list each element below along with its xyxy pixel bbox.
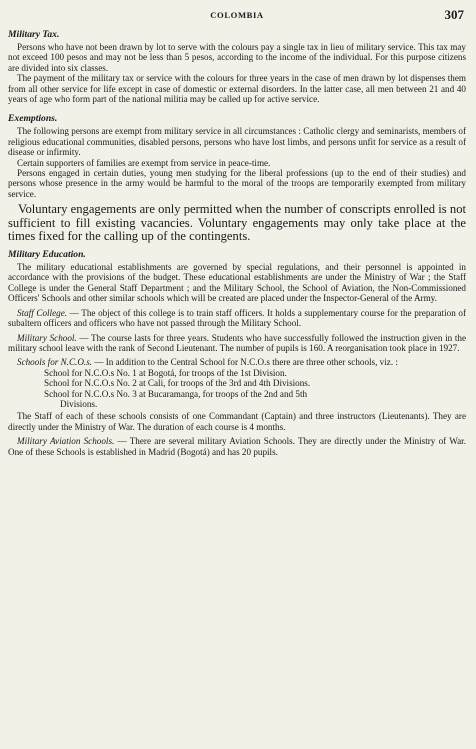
inline-heading-military-school: Military School. xyxy=(17,332,77,343)
staff-college-text: — The object of this college is to train staff officers. It holds a supplementary course for the preparation of subaltern officers and officers who have not passed through the Military School. xyxy=(8,307,466,329)
paragraph: The military educational establishments are governed by special regulations, and their personnel is appointed in accordance with the provisions of the budget. These educational establishments are under the Ministry of War ; the Staff College is under the General Staff Department ; and the Military School, the School of Aviation, the Non-Commissioned Officers' Schools and other similar schools which will be created are placed under the Inspector-General of the Army. xyxy=(8,262,466,304)
list-item: School for N.C.O.s No. 1 at Bogotá, for troops of the 1st Division. xyxy=(44,367,287,378)
section-heading-exemptions: Exemptions. xyxy=(8,113,58,125)
aviation-schools-text: — There are several military Aviation Schools. They are directly under the Ministry of War. One of these Schools is established in Madrid (Bogotá) and has 20 pupils. xyxy=(8,436,466,457)
nco-schools-text: — In addition to the Central School for N.C.O.s there are three other schools, viz. : xyxy=(92,357,398,368)
paragraph: The Staff of each of these schools consists of one Commandant (Captain) and three instructors (Lieutenants). They are directly under the Ministry of War. The duration of each course is 4 months. xyxy=(8,411,466,432)
paragraph: Persons engaged in certain duties, young men studying for the liberal professions (up to the end of their studies) and persons whose presence in the army would be harmful to the moral of the troops are temporarily exempted from military service. xyxy=(8,168,466,199)
paragraph-nco-schools xyxy=(8,357,466,367)
inline-heading-nco-schools: Schools for N.C.O.s. xyxy=(17,357,93,368)
military-school-text: — The course lasts for three years. Students who have successfully followed the instruction given in the military school leave with the rank of Second Lieutenant. The number of pupils is 160. A reorganisation took place in 1927. xyxy=(8,332,467,353)
inline-heading-staff-college: Staff College. xyxy=(17,307,68,318)
paragraph-aviation-schools xyxy=(8,436,466,457)
paragraph: Persons who have not been drawn by lot to serve with the colours pay a single tax in lieu of military service. This tax may not exceed 100 pesos and may not be less than 5 pesos, according to the income of the individual. For this purpose citizens are divided into six classes. xyxy=(8,42,466,73)
section-heading-military-education: Military Education. xyxy=(8,249,86,261)
running-title: COLOMBIA xyxy=(210,10,264,20)
paragraph-military-school xyxy=(8,333,466,354)
inline-heading-aviation-schools: Military Aviation Schools. xyxy=(17,436,115,447)
section-heading-military-tax: Military Tax. xyxy=(8,29,60,40)
paragraph-staff-college xyxy=(8,308,466,329)
page-header xyxy=(8,6,466,24)
section-military-tax xyxy=(8,29,466,104)
paragraph: The payment of the military tax or service with the colours for three years in the case of men drawn by lot dispenses them from all other service for life except in case of domestic or external disorders. In the latter case, all men between 21 and 40 years of age who form part of the national militia may be called up for active service. xyxy=(8,73,466,105)
page-number: 307 xyxy=(444,7,464,22)
paragraph: Certain supporters of families are exempt from service in peace-time. xyxy=(17,157,271,168)
list-item: School for N.C.O.s No. 3 at Bucaramanga, for troops of the 2nd and 5th xyxy=(44,388,308,399)
paragraph: The following persons are exempt from military service in all circumstances : Catholic clergy and seminarists, members of religious educational communities, disabled persons, persons who have lost limbs, and persons unfit for service as a result of disease or infirmity. xyxy=(8,126,466,158)
list-item-continuation: Divisions. xyxy=(60,398,98,409)
list-item: School for N.C.O.s No. 2 at Cali, for troops of the 3rd and 4th Divisions. xyxy=(44,378,311,389)
voluntary-engagements-paragraph: Voluntary engagements are only permitted when the number of conscripts enrolled is not sufficient to fill existing vacancies. Voluntary engagements may only take place at the times fixed for the calling up of the contingents. xyxy=(8,202,466,244)
section-military-education xyxy=(8,249,466,457)
section-exemptions xyxy=(8,113,466,199)
